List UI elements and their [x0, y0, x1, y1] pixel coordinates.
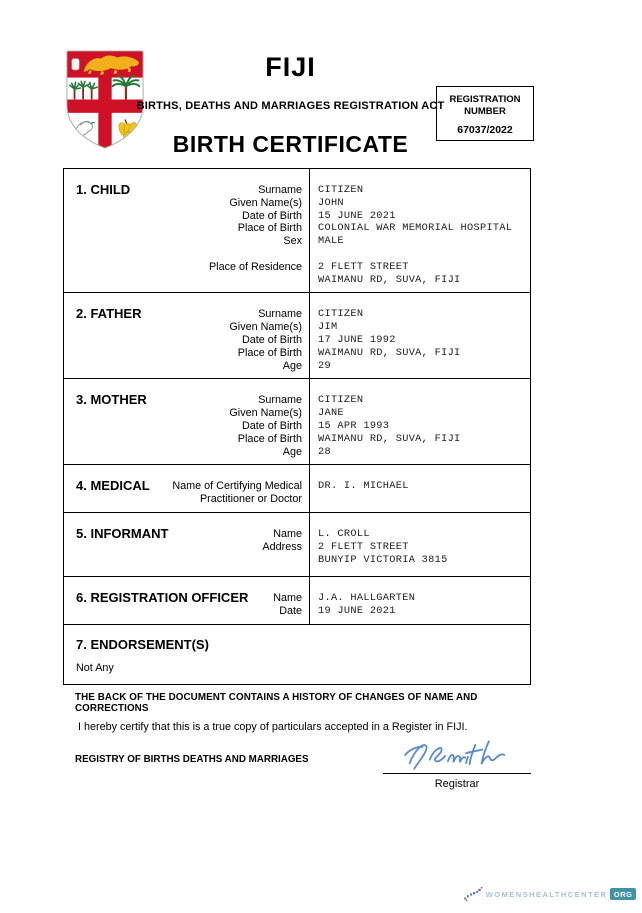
- field-value: 15 APR 1993: [318, 419, 390, 432]
- field-value: J.A. HALLGARTEN: [318, 591, 416, 604]
- signature-line: [383, 773, 531, 774]
- document-title: BIRTH CERTIFICATE: [172, 131, 409, 157]
- section-label-column: [64, 379, 310, 464]
- registration-number-value: 67037/2022: [457, 124, 513, 136]
- certification-statement: I hereby certify that this is a true copy of particulars accepted in a Register in FIJI.: [78, 721, 468, 733]
- field-value: WAIMANU RD, SUVA, FIJI: [318, 346, 461, 359]
- field-value: [318, 248, 524, 261]
- field-value: WAIMANU RD, SUVA, FIJI: [318, 273, 461, 286]
- section-value-column: [310, 379, 530, 464]
- registrar-signature-icon: [397, 735, 517, 775]
- watermark-org-badge: ORG: [610, 888, 636, 900]
- field-label: Surname: [258, 184, 302, 196]
- field-label: Given Name(s): [229, 321, 302, 334]
- field-label: Date: [279, 604, 302, 617]
- field-values: [310, 465, 530, 499]
- field-value: L. CROLL: [318, 527, 370, 540]
- field-value: 19 JUNE 2021: [318, 604, 396, 617]
- field-label: Name of Certifying Medical: [172, 480, 302, 493]
- certificate-table: [63, 168, 531, 685]
- field-label: [154, 248, 302, 261]
- field-value: JOHN: [318, 196, 344, 209]
- section-registration-officer: [64, 577, 530, 625]
- section-value-column: [310, 465, 530, 512]
- section-endorsements: [64, 625, 530, 684]
- section-title: 4. MEDICAL: [76, 478, 150, 494]
- field-label: Name: [273, 527, 302, 540]
- field-values: [310, 513, 530, 572]
- registration-number-box: [436, 86, 534, 141]
- womenshealthcenter-logo-icon: [463, 886, 483, 902]
- section-title: 2. FATHER: [76, 306, 142, 322]
- section-label-column: [64, 169, 310, 292]
- section-body: Not Any: [76, 661, 114, 674]
- field-values: [310, 169, 530, 292]
- section-label-column: [64, 465, 310, 512]
- field-label: Name: [273, 591, 302, 604]
- field-value: CITIZEN: [318, 184, 364, 196]
- field-label: Age: [282, 445, 302, 458]
- field-value: 15 JUNE 2021: [318, 209, 396, 222]
- section-title: 1. CHILD: [76, 182, 131, 197]
- field-value: 2 FLETT STREET: [318, 260, 409, 273]
- field-label: Surname: [258, 394, 302, 407]
- registrar-signature-block: [383, 735, 531, 790]
- field-label: Place of Birth: [237, 432, 302, 445]
- field-value: DR. I. MICHAEL: [318, 480, 409, 493]
- field-label: Place of Birth: [237, 222, 302, 235]
- field-values: [310, 293, 530, 378]
- section-label-column: [64, 577, 310, 624]
- field-values: [310, 577, 530, 624]
- country-title: FIJI: [265, 52, 316, 82]
- field-value: 2 FLETT STREET: [318, 540, 409, 553]
- section-label-column: [64, 513, 310, 576]
- field-label: Surname: [258, 308, 302, 321]
- section-title: 7. ENDORSEMENT(S): [76, 636, 209, 652]
- field-value: CITIZEN: [318, 308, 364, 321]
- field-label: Practitioner or Doctor: [199, 493, 302, 506]
- field-value: MALE: [318, 235, 344, 248]
- registration-label-line2: NUMBER: [464, 105, 506, 117]
- watermark: [463, 886, 636, 902]
- section-informant: [64, 513, 530, 577]
- field-label: Date of Birth: [241, 419, 302, 432]
- section-medical: [64, 465, 530, 513]
- field-value: BUNYIP VICTORIA 3815: [318, 553, 448, 566]
- field-label: Given Name(s): [229, 407, 302, 420]
- field-value: 28: [318, 445, 331, 458]
- section-title: 3. MOTHER: [76, 392, 147, 408]
- field-label: Date of Birth: [241, 209, 302, 222]
- field-value: JIM: [318, 321, 338, 334]
- field-values: [310, 379, 530, 464]
- act-title: BIRTHS, DEATHS AND MARRIAGES REGISTRATION ACT: [136, 100, 445, 112]
- section-value-column: [310, 577, 530, 624]
- section-title: 5. INFORMANT: [76, 525, 169, 541]
- registrar-label: Registrar: [434, 778, 480, 790]
- field-label: Address: [262, 540, 302, 553]
- field-label: Sex: [283, 235, 302, 248]
- field-value: WAIMANU RD, SUVA, FIJI: [318, 432, 461, 445]
- section-title: 6. REGISTRATION OFFICER: [76, 589, 249, 605]
- section-child: [64, 169, 530, 293]
- field-value: CITIZEN: [318, 394, 364, 407]
- section-father: [64, 293, 530, 379]
- section-value-column: [310, 169, 530, 292]
- field-value: 17 JUNE 1992: [318, 333, 396, 346]
- field-value: JANE: [318, 407, 344, 420]
- watermark-site-text: WOMENSHEALTHCENTER: [485, 889, 608, 899]
- section-value-column: [310, 293, 530, 378]
- back-of-document-note: THE BACK OF THE DOCUMENT CONTAINS A HISTORY OF CHANGES OF NAME AND CORRECTIONS: [75, 692, 478, 714]
- field-value: COLONIAL WAR MEMORIAL HOSPITAL: [318, 222, 513, 235]
- field-label: Given Name(s): [229, 196, 302, 209]
- field-label: Place of Residence: [208, 260, 302, 273]
- registration-label-line1: REGISTRATION: [449, 94, 521, 105]
- section-value-column: [310, 513, 530, 576]
- registry-title: REGISTRY OF BIRTHS DEATHS AND MARRIAGES: [75, 754, 309, 765]
- field-value: 29: [318, 359, 331, 372]
- section-mother: [64, 379, 530, 465]
- field-label: Age: [282, 359, 302, 372]
- field-label: Date of Birth: [241, 333, 302, 346]
- section-label-column: [64, 293, 310, 378]
- field-label: Place of Birth: [237, 346, 302, 359]
